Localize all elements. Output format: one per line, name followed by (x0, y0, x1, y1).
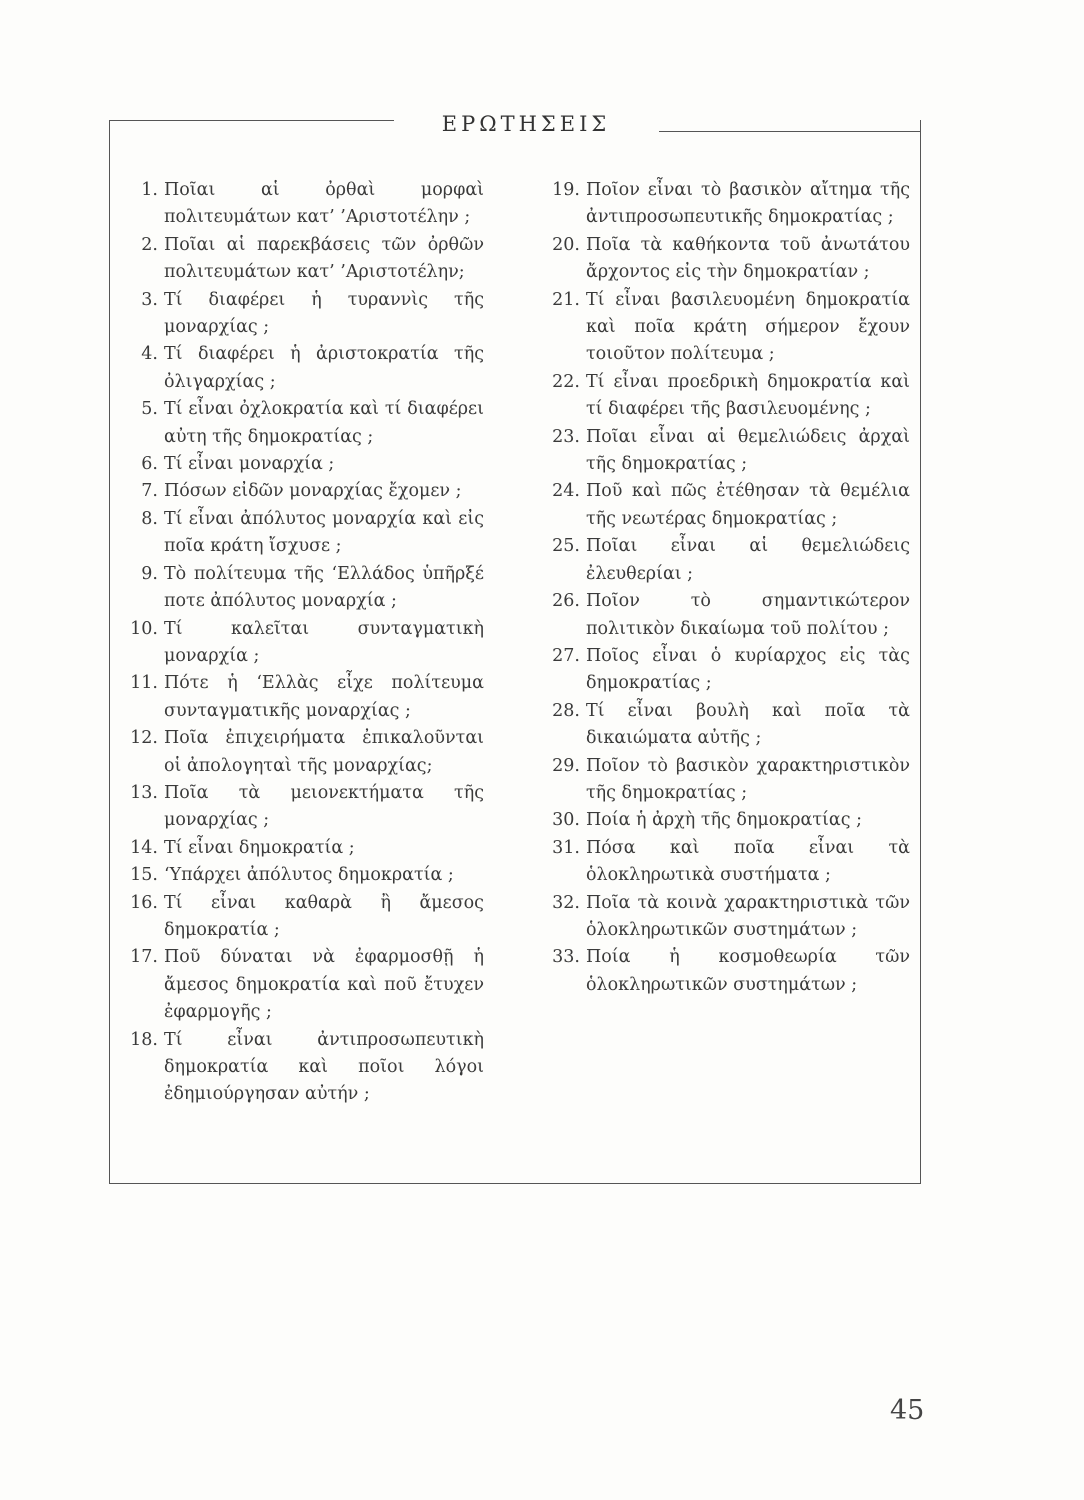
question-number: 24. (552, 481, 580, 502)
question-number: 30. (552, 810, 580, 831)
question-text: Τί εἶναι ἀντιπροσωπευτικὴ δημοκρατία καὶ ποῖοι λόγοι ἐδημιούργησαν αὐτήν ; (164, 1029, 484, 1105)
question-item (540, 643, 910, 698)
question-number: 28. (552, 700, 580, 721)
question-item (124, 232, 484, 287)
question-number: 8. (141, 508, 158, 529)
question-item (540, 424, 910, 479)
question-item (124, 478, 484, 505)
question-number: 20. (552, 234, 580, 255)
question-number: 32. (552, 892, 580, 913)
question-text: Πόσων εἰδῶν μοναρχίας ἔχομεν ; (164, 481, 462, 502)
question-number: 13. (130, 782, 158, 803)
question-item (124, 862, 484, 889)
question-number: 19. (552, 180, 580, 200)
question-text: Τί εἶναι μοναρχία ; (164, 454, 335, 475)
question-item (124, 287, 484, 342)
question-text: Τί εἶναι βουλὴ καὶ ποῖα τὰ δικαιώματα αὐτῆς ; (586, 700, 910, 749)
question-item (124, 1027, 484, 1109)
question-text: Τί εἶναι προεδρικὴ δημοκρατία καὶ τί διαφέρει τῆς βασιλευομένης ; (586, 371, 910, 420)
question-number: 4. (141, 344, 158, 365)
question-text: Ποῖον τὸ σημαντικώτερον πολιτικὸν δικαίωμα τοῦ πολίτου ; (586, 591, 910, 639)
question-text: Ποῦ δύναται νὰ ἐφαρμοσθῇ ἡ ἄμεσος δημοκρατία καὶ ποῦ ἔτυχεν ἐφαρμογῆς ; (164, 947, 484, 1023)
question-text: Ποῖα ἐπιχειρήματα ἐπικαλοῦνται οἱ ἀπολογηταὶ τῆς μοναρχίας; (164, 728, 484, 776)
question-item (540, 177, 910, 232)
question-item (124, 451, 484, 478)
page-title: ΕΡΩΤΗΣΕΙΣ (441, 112, 611, 136)
question-number: 26. (552, 591, 580, 612)
questions-right-column (540, 177, 910, 999)
page-number: 45 (890, 1395, 925, 1426)
question-item (124, 396, 484, 451)
question-number: 10. (130, 618, 158, 639)
question-item (540, 478, 910, 533)
question-item (124, 725, 484, 780)
question-text: Ποῖαι αἱ παρεκβάσεις τῶν ὀρθῶν πολιτευμάτων κατ’ ’Αριστοτέλην; (164, 234, 484, 283)
question-text: Τί διαφέρει ἡ ἀριστοκρατία τῆς ὀλιγαρχίας ; (164, 344, 484, 392)
question-item (124, 835, 484, 862)
question-item (540, 944, 910, 999)
question-item (540, 807, 910, 834)
question-item (124, 341, 484, 396)
question-text: Τί εἶναι καθαρὰ ἢ ἄμεσος δημοκρατία ; (164, 892, 484, 940)
question-item (124, 780, 484, 835)
question-number: 6. (141, 454, 158, 475)
question-number: 17. (130, 947, 158, 968)
question-item (124, 506, 484, 561)
question-number: 9. (141, 563, 158, 584)
question-text: Ποία ἡ κοσμοθεωρία τῶν ὁλοκληρωτικῶν συστημάτων ; (586, 947, 910, 995)
question-text: Τί εἶναι ἀπόλυτος μοναρχία καὶ εἰς ποῖα κράτη ἴσχυσε ; (164, 508, 484, 557)
question-text: Τί εἶναι βασιλευομένη δημοκρατία καὶ ποῖα κράτη σήμερον ἔχουν τοιοῦτον πολίτευμα ; (586, 289, 910, 365)
question-text: Ποῖαι εἶναι αἱ θεμελιώδεις ἐλευθερίαι ; (586, 536, 910, 584)
question-number: 15. (130, 865, 158, 886)
question-text: Τί εἶναι δημοκρατία ; (164, 837, 355, 858)
question-text: Ποία ἡ ἀρχὴ τῆς δημοκρατίας ; (586, 810, 862, 831)
question-text: Ποῖαι αἱ ὀρθαὶ μορφαὶ πολιτευμάτων κατ’ ’Αριστοτέλην ; (164, 180, 484, 228)
question-number: 7. (141, 481, 158, 502)
question-number: 29. (552, 755, 580, 776)
question-item (540, 369, 910, 424)
question-text: Πόσα καὶ ποῖα εἶναι τὰ ὁλοκληρωτικὰ συστήματα ; (586, 837, 910, 886)
question-item (124, 944, 484, 1026)
question-text: Ποῖα τὰ μειονεκτήματα τῆς μοναρχίας ; (164, 782, 484, 831)
question-item (124, 670, 484, 725)
question-item (124, 561, 484, 616)
question-text: Τί διαφέρει ἡ τυραννὶς τῆς μοναρχίας ; (164, 289, 484, 338)
question-text: ‘Υπάρχει ἀπόλυτος δημοκρατία ; (164, 865, 454, 886)
question-number: 27. (552, 645, 580, 666)
question-item (540, 588, 910, 643)
question-item (540, 835, 910, 890)
question-number: 18. (130, 1029, 158, 1050)
question-item (540, 890, 910, 945)
question-item (540, 287, 910, 369)
question-text: Ποῖον τὸ βασικὸν χαρακτηριστικὸν τῆς δημοκρατίας ; (586, 755, 910, 803)
question-number: 12. (130, 728, 158, 749)
question-text: Ποῖον εἶναι τὸ βασικὸν αἴτημα τῆς ἀντιπροσωπευτικῆς δημοκρατίας ; (586, 180, 910, 228)
question-item (540, 232, 910, 287)
question-number: 14. (130, 837, 158, 858)
question-number: 1. (141, 180, 158, 200)
questions-left-column (124, 177, 484, 1109)
question-number: 2. (141, 234, 158, 255)
question-text: Ποῖα τὰ καθήκοντα τοῦ ἀνωτάτου ἄρχοντος εἰς τὴν δημοκρατίαν ; (586, 234, 910, 283)
question-number: 33. (552, 947, 580, 968)
question-number: 11. (130, 673, 158, 694)
question-item (124, 616, 484, 671)
question-item (540, 698, 910, 753)
question-number: 5. (141, 399, 158, 420)
question-text: Ποῖα τὰ κοινὰ χαρακτηριστικὰ τῶν ὁλοκληρωτικῶν συστημάτων ; (586, 892, 910, 940)
question-number: 21. (552, 289, 580, 310)
question-text: Τὸ πολίτευμα τῆς ‘Ελλάδος ὑπῆρξέ ποτε ἀπόλυτος μοναρχία ; (164, 563, 484, 612)
question-number: 25. (552, 536, 580, 557)
question-item (540, 533, 910, 588)
question-text: Ποῖος εἶναι ὁ κυρίαρχος εἰς τὰς δημοκρατίας ; (586, 645, 910, 694)
question-text: Πότε ἡ ‘Ελλὰς εἶχε πολίτευμα συνταγματικῆς μοναρχίας ; (164, 673, 484, 721)
question-text: Τί καλεῖται συνταγματικὴ μοναρχία ; (164, 618, 484, 666)
question-item (124, 890, 484, 945)
question-number: 31. (552, 837, 580, 858)
question-text: Ποῦ καὶ πῶς ἐτέθησαν τὰ θεμέλια τῆς νεωτέρας δημοκρατίας ; (586, 481, 910, 529)
question-number: 3. (141, 289, 158, 310)
question-number: 22. (552, 371, 580, 392)
question-text: Ποῖαι εἶναι αἱ θεμελιώδεις ἀρχαὶ τῆς δημοκρατίας ; (586, 426, 910, 475)
question-text: Τί εἶναι ὀχλοκρατία καὶ τί διαφέρει αὐτη τῆς δημοκρατίας ; (164, 399, 484, 447)
question-item (540, 753, 910, 808)
question-number: 23. (552, 426, 580, 447)
question-number: 16. (130, 892, 158, 913)
question-item (124, 177, 484, 232)
